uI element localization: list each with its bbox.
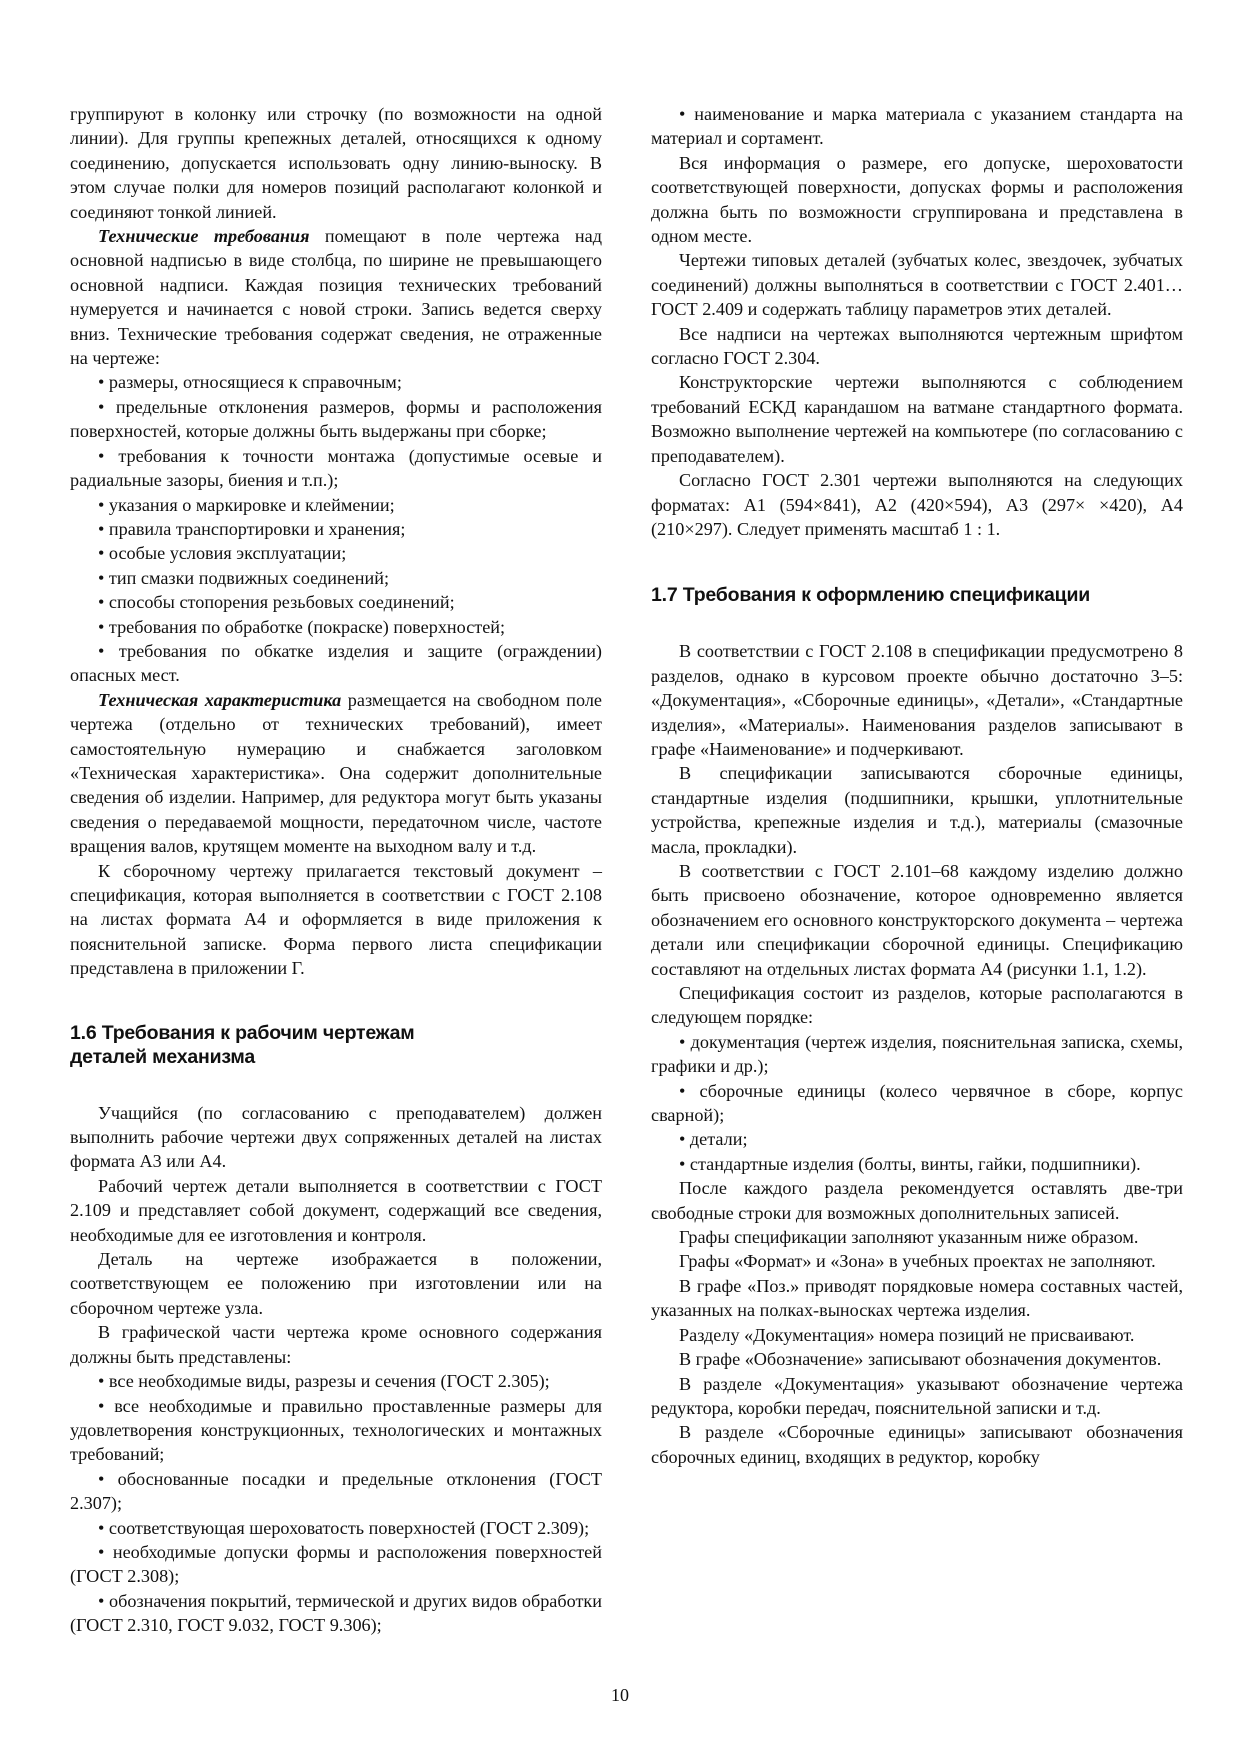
paragraph: После каждого раздела рекомендуется оставлять две-три свободные строки для возможных дополнительных записей.	[651, 1178, 1183, 1223]
list-item: • обоснованные посадки и предельные отклонения (ГОСТ 2.307);	[70, 1468, 602, 1514]
paragraph: группируют в колонку или строчку (по возможности на одной линии). Для группы крепежных деталей, относящихся к одному соединению, допускается использовать одну линию-выноску. В этом случае полки для номеров позиций располагают колонкой и соединяют тонкой линией.	[70, 104, 602, 222]
paragraph: Графы спецификации заполняют указанным ниже образом.	[679, 1227, 1139, 1248]
paragraph: В соответствии с ГОСТ 2.108 в спецификации предусмотрено 8 разделов, однако в курсовом проекте обычно достаточно 3–5: «Документация», «Сборочные единицы», «Детали», «Стандартные изделия», «Материалы». Наименования разделов записывают в графе «Наименование» и подчеркивают.	[651, 641, 1183, 759]
section-heading-1-6: 1.6 Требования к рабочим чертежам деталей механизма	[70, 1021, 415, 1068]
list-item: • правила транспортировки и хранения;	[98, 518, 406, 539]
paragraph: В спецификации записываются сборочные единицы, стандартные изделия (подшипники, крышки, уплотнительные устройства, крепежные изделия и т.д.), материалы (смазочные масла, прокладки).	[651, 763, 1183, 857]
list-item: • требования по обработке (покраске) поверхностей;	[98, 616, 506, 637]
paragraph: Спецификация состоит из разделов, которые располагаются в следующем порядке:	[651, 983, 1183, 1028]
paragraph: Рабочий чертеж детали выполняется в соответствии с ГОСТ 2.109 и представляет собой документ, содержащий все сведения, необходимые для ее изготовления и контроля.	[70, 1175, 602, 1245]
list-item: • требования к точности монтажа (допустимые осевые и радиальные зазоры, биения и т.п.);	[70, 445, 602, 491]
paragraph: Графы «Формат» и «Зона» в учебных проектах не заполняют.	[679, 1251, 1156, 1272]
paragraph: В графе «Поз.» приводят порядковые номера составных частей, указанных на полках-выносках чертежа изделия.	[651, 1275, 1183, 1321]
term-technical-characteristic: Техническая характеристика	[98, 689, 342, 710]
paragraph: В графе «Обозначение» записывают обозначения документов.	[679, 1349, 1162, 1370]
list-item: • детали;	[679, 1129, 748, 1150]
section-heading-1-7: 1.7 Требования к оформлению спецификации	[651, 584, 1091, 607]
list-item: • все необходимые и правильно проставленные размеры для удовлетворения конструкционных, технологических и монтажных требований;	[70, 1395, 602, 1465]
page-number: 10	[611, 1685, 629, 1705]
list-item: • обозначения покрытий, термической и других видов обработки (ГОСТ 2.310, ГОСТ 9.032, ГОСТ 9.306);	[70, 1590, 602, 1636]
paragraph: Все надписи на чертежах выполняются чертежным шрифтом согласно ГОСТ 2.304.	[651, 323, 1183, 369]
list-item: • документация (чертеж изделия, пояснительная записка, схемы, графики и др.);	[651, 1031, 1183, 1077]
list-item: • особые условия эксплуатации;	[98, 543, 347, 564]
list-item: • размеры, относящиеся к справочным;	[98, 372, 402, 393]
paragraph: Конструкторские чертежи выполняются с соблюдением требований ЕСКД карандашом на ватмане стандартного формата. Возможно выполнение чертежей на компьютере (по согласованию с преподавателем).	[651, 372, 1183, 466]
list-item: • стандартные изделия (болты, винты, гайки, подшипники).	[679, 1153, 1141, 1174]
paragraph: Деталь на чертеже изображается в положении, соответствующем ее положению при изготовлении или на сборочном чертеже узла.	[70, 1249, 602, 1318]
paragraph: Вся информация о размере, его допуске, шероховатости соответствующей поверхности, допусках формы и расположения должна быть по возможности сгруппирована и представлена в одном месте.	[651, 152, 1183, 247]
paragraph: В соответствии с ГОСТ 2.101–68 каждому изделию должно быть присвоено обозначение, которое одновременно является обозначением его основного конструкторского документа – чертежа детали или спецификации сборочной единицы. Спецификацию составляют на отдельных листах формата А4 (рисунки 1.1, 1.2).	[651, 860, 1183, 979]
list-item: • требования по обкатке изделия и защите (ограждении) опасных мест.	[70, 640, 602, 686]
list-item: • соответствующая шероховатость поверхностей (ГОСТ 2.309);	[98, 1517, 590, 1538]
paragraph: Техническая характеристика размещается на свободном поле чертежа (отдельно от технических требований), имеет самостоятельную нумерацию и снабжается заголовком «Техническая характеристика». Она содержит дополнительные сведения об изделии. Например, для редуктора могут быть указаны сведения о передаваемой мощности, передаточном числе, частоте вращения валов, крутящем моменте на выходном валу и т.д.	[70, 689, 603, 857]
left-column	[70, 102, 602, 1638]
paragraph: Разделу «Документация» номера позиций не присваивают.	[679, 1324, 1135, 1345]
paragraph: В разделе «Сборочные единицы» записывают обозначения сборочных единиц, входящих в редуктор, коробку	[651, 1422, 1183, 1467]
paragraph: Согласно ГОСТ 2.301 чертежи выполняются на следующих форматах: А1 (594×841), А2 (420×594), А3 (297× ×420), А4 (210×297). Следует применять масштаб 1 : 1.	[651, 470, 1183, 539]
list-item: • предельные отклонения размеров, формы и расположения поверхностей, которые должны быть выдержаны при сборке;	[70, 396, 602, 442]
list-item: • наименование и марка материала с указанием стандарта на материал и сортамент.	[651, 104, 1183, 149]
list-item: • все необходимые виды, разрезы и сечения (ГОСТ 2.305);	[98, 1371, 550, 1392]
list-item: • необходимые допуски формы и расположения поверхностей (ГОСТ 2.308);	[70, 1541, 602, 1587]
paragraph: Технические требования помещают в поле чертежа над основной надписью в виде столбца, по ширине не превышающего основной надписи. Каждая позиция технических требований нумеруется и начинается с новой строки. Запись ведется сверху вниз. Технические требования содержат сведения, не отраженные на чертеже:	[70, 226, 602, 369]
paragraph: Чертежи типовых деталей (зубчатых колес, звездочек, зубчатых соединений) должны выполняться в соответствии с ГОСТ 2.401…ГОСТ 2.409 и содержать таблицу параметров этих деталей.	[651, 250, 1183, 320]
paragraph: К сборочному чертежу прилагается текстовый документ – спецификация, которая выполняется в соответствии с ГОСТ 2.108 на листах формата А4 и оформляется в виде приложения к пояснительной записке. Форма первого листа спецификации представлена в приложении Г.	[70, 860, 602, 979]
paragraph: В графической части чертежа кроме основного содержания должны быть представлены:	[70, 1322, 602, 1367]
list-item: • тип смазки подвижных соединений;	[98, 567, 390, 588]
list-item: • способы стопорения резьбовых соединений;	[98, 592, 455, 613]
paragraph: В разделе «Документация» указывают обозначение чертежа редуктора, коробки передач, пояснительной записки и т.д.	[651, 1373, 1183, 1418]
list-item: • сборочные единицы (колесо червячное в сборе, корпус сварной);	[651, 1080, 1183, 1126]
right-column	[651, 102, 1183, 1469]
paragraph: Учащийся (по согласованию с преподавателем) должен выполнить рабочие чертежи двух сопряженных деталей на листах формата А3 или А4.	[70, 1102, 602, 1172]
term-technical-requirements: Технические требования	[98, 226, 310, 247]
list-item: • указания о маркировке и клеймении;	[98, 494, 395, 515]
